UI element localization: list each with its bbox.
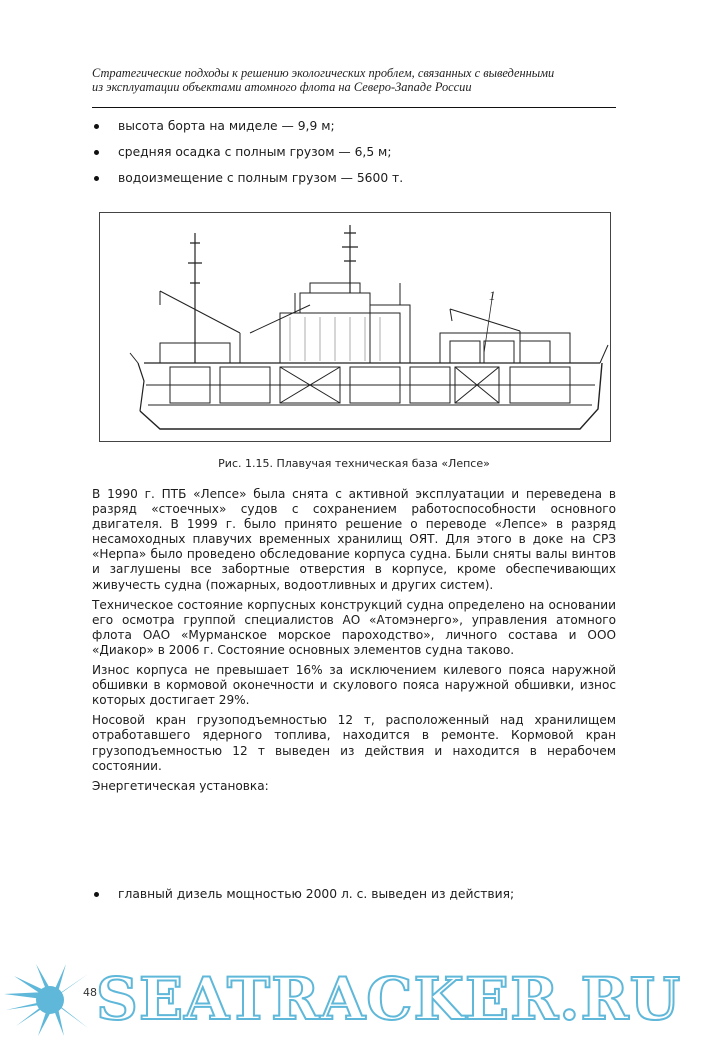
ship-drawing — [100, 213, 610, 441]
bullet-icon — [94, 150, 99, 155]
watermark-logo: SEATRACKER.RU — [96, 965, 682, 1033]
paragraph: Носовой кран грузоподъемностью 12 т, расположенный над хранилищем отработавшего ядерного топлива, находится в ремонте. Кормовой кран грузоподъемностью 12 т выведен из действия и находится в нерабочем состоянии. — [92, 713, 616, 773]
paragraph: Техническое состояние корпусных конструкций судна определено на основании его осмотра группой специалистов АО «Атомэнерго», управления атомного флота ОАО «Мурманское морское пароходство», личного состава и ООО «Диакор» в 2006 г. Состояние основных элементов судна таково. — [92, 597, 616, 657]
bullet-icon — [94, 892, 99, 897]
running-header — [92, 66, 616, 94]
spec-bullet-list — [92, 119, 616, 197]
list-item — [92, 171, 616, 186]
paragraph: Энергетическая установка: — [92, 778, 269, 793]
body-text — [92, 487, 616, 799]
list-item-text: средняя осадка с полным грузом — 6,5 м; — [118, 145, 392, 159]
list-item-text: водоизмещение с полным грузом — 5600 т. — [118, 171, 404, 185]
running-header-line-1: Стратегические подходы к решению экологических проблем, связанных с выведенными — [92, 66, 555, 80]
bullet-icon — [94, 124, 99, 129]
ship-figure — [99, 212, 611, 442]
bullet-icon — [94, 176, 99, 181]
paragraph: В 1990 г. ПТБ «Лепсе» была снята с активной эксплуатации и переведена в разряд «стоечных» судов с сохранением работоспособности основного двигателя. В 1999 г. было принято решение о переводе «Лепсе» в разряд несамоходных плавучих временных хранилищ ОЯТ. Для этого в доке на СРЗ «Нерпа» было проведено обследование корпуса судна. Были сняты валы винтов и заглушены все забортные отверстия в корпусе, кроме обеспечивающих живучесть судна (пожарных, водоотливных и других систем). — [92, 487, 616, 592]
running-header-line-2: из эксплуатации объектами атомного флота на Северо-Западе России — [92, 80, 472, 94]
page-number: 48 — [83, 986, 97, 999]
page-footer — [0, 962, 708, 1038]
figure-callout-label: 1 — [489, 288, 496, 303]
list-item — [92, 887, 616, 902]
list-item — [92, 145, 616, 160]
paragraph: Износ корпуса не превышает 16% за исключением килевого пояса наружной обшивки в кормовой оконечности и скулового пояса наружной обшивки, износ которых достигает 29%. — [92, 663, 616, 708]
sun-logo-icon — [0, 962, 110, 1038]
header-rule — [92, 107, 616, 108]
list-item-text: высота борта на миделе — 9,9 м; — [118, 119, 335, 133]
list-item — [92, 119, 616, 134]
engine-bullet-list — [92, 887, 616, 913]
list-item-text: главный дизель мощностью 2000 л. с. выведен из действия; — [118, 887, 515, 901]
figure-caption: Рис. 1.15. Плавучая техническая база «Лепсе» — [218, 457, 490, 470]
